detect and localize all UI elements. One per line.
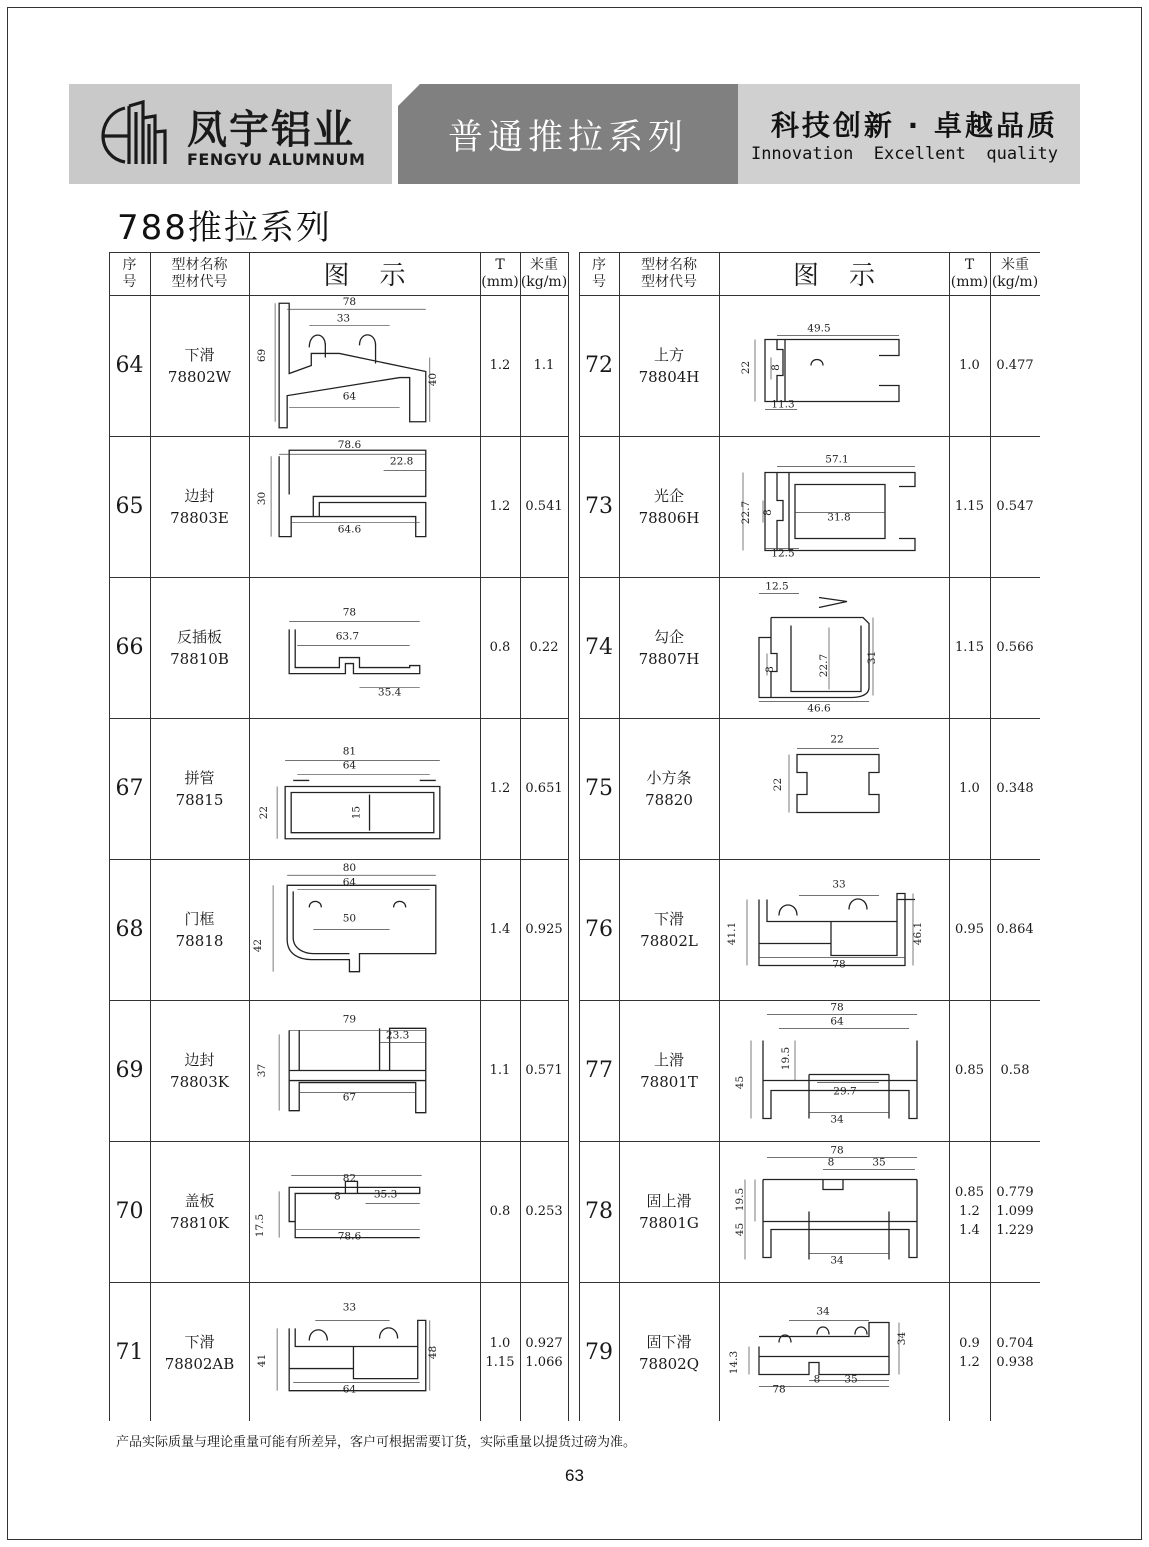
profile-drawing bbox=[719, 436, 949, 577]
profile-name: 门框 bbox=[184, 909, 215, 928]
dimension-label: 8 bbox=[334, 1190, 341, 1203]
dimension-label: 22 bbox=[830, 733, 844, 746]
dimension-label: 34 bbox=[816, 1305, 830, 1318]
thickness-cell bbox=[480, 1000, 520, 1141]
dimension-label: 35 bbox=[844, 1373, 858, 1386]
header-name-right bbox=[619, 252, 719, 295]
profile-section-svg bbox=[719, 718, 949, 859]
dimension-label: 82 bbox=[342, 1172, 357, 1185]
header-weight bbox=[520, 252, 568, 295]
thickness-cell bbox=[480, 577, 520, 718]
weight-cell bbox=[520, 1282, 568, 1423]
thickness-value: 1.2 bbox=[959, 1354, 980, 1370]
weight-value: 0.571 bbox=[525, 1063, 563, 1078]
profile-drawing bbox=[719, 577, 949, 718]
profile-name: 勾企 bbox=[653, 627, 684, 646]
thickness-value: 1.2 bbox=[489, 358, 511, 373]
header-name bbox=[150, 252, 249, 295]
dimension-lines bbox=[747, 894, 913, 966]
thickness-cell bbox=[480, 718, 520, 859]
profile-code: 78806H bbox=[638, 508, 700, 527]
header-weight-line2: (kg/m) bbox=[991, 273, 1039, 290]
thickness-value: 1.4 bbox=[489, 922, 511, 937]
thickness-value: 1.4 bbox=[959, 1223, 980, 1238]
weight-value: 0.864 bbox=[996, 922, 1034, 937]
header-seq bbox=[109, 252, 150, 295]
profile-outline bbox=[765, 340, 899, 402]
profile-name-cell bbox=[619, 1141, 719, 1282]
weight-value: 1.229 bbox=[996, 1223, 1034, 1238]
profile-section-svg bbox=[719, 1282, 949, 1423]
profile-drawing bbox=[719, 718, 949, 859]
profile-name-cell bbox=[619, 718, 719, 859]
profile-name-cell bbox=[150, 436, 249, 577]
dimension-label: 15 bbox=[350, 805, 363, 820]
dimension-label: 8 bbox=[813, 1373, 821, 1386]
profile-number: 67 bbox=[115, 776, 144, 801]
profile-name: 边封 bbox=[184, 486, 215, 505]
profile-number: 68 bbox=[115, 917, 144, 942]
thickness-cell bbox=[949, 1000, 990, 1141]
thickness-value: 1.2 bbox=[489, 781, 511, 796]
profile-number: 79 bbox=[585, 1340, 613, 1365]
profile-code: 78802W bbox=[167, 367, 232, 386]
weight-cell bbox=[990, 1141, 1040, 1282]
weight-cell bbox=[990, 1282, 1040, 1423]
dimension-label: 34 bbox=[830, 1113, 844, 1126]
thickness-value: 1.2 bbox=[489, 499, 511, 514]
dimension-label: 8 bbox=[762, 509, 774, 516]
header-name-line1: 型材名称 bbox=[641, 256, 697, 273]
dimension-label: 33 bbox=[832, 878, 846, 891]
profile-name-cell bbox=[150, 577, 249, 718]
thickness-cell bbox=[480, 1282, 520, 1423]
profile-number: 73 bbox=[585, 494, 613, 519]
profile-section-svg bbox=[719, 1000, 949, 1141]
thickness-value: 0.9 bbox=[959, 1335, 980, 1351]
profile-drawing bbox=[249, 1141, 480, 1282]
dimension-label: 45 bbox=[734, 1222, 746, 1237]
profile-outline bbox=[289, 1181, 420, 1237]
profile-code: 78810B bbox=[170, 649, 229, 668]
weight-cell bbox=[520, 577, 568, 718]
profile-outline bbox=[797, 755, 879, 813]
profile-number: 69 bbox=[115, 1058, 144, 1083]
dimension-label: 14.3 bbox=[728, 1350, 740, 1375]
profile-number: 65 bbox=[115, 494, 144, 519]
dimension-label: 49.5 bbox=[807, 322, 831, 335]
profile-code: 78803K bbox=[170, 1072, 229, 1091]
profile-outline bbox=[285, 780, 440, 838]
header-thickness-line2: (mm) bbox=[950, 273, 989, 290]
dimension-label: 11.3 bbox=[771, 398, 795, 411]
profile-outline bbox=[759, 894, 915, 966]
brand-name-cn: 凤宇铝业 bbox=[187, 107, 355, 153]
dimension-label: 35 bbox=[872, 1156, 886, 1169]
dimension-label: 22 bbox=[258, 805, 271, 820]
profile-code: 78804H bbox=[638, 367, 700, 386]
profile-outline bbox=[763, 1180, 917, 1260]
header-weight-line2: (kg/m) bbox=[520, 273, 568, 290]
profile-name: 下滑 bbox=[184, 1332, 215, 1351]
dimension-label: 41.1 bbox=[726, 921, 738, 946]
dimension-label: 46.1 bbox=[912, 921, 924, 946]
profile-drawing bbox=[249, 436, 480, 577]
dimension-label: 8 bbox=[770, 364, 782, 371]
dimension-label: 64 bbox=[342, 759, 357, 772]
profile-section-svg bbox=[249, 859, 480, 1000]
dimension-label: 42 bbox=[252, 938, 265, 953]
header-figure-right: 图示 bbox=[792, 261, 905, 291]
slogan-cn: 科技创新 · 卓越品质 bbox=[770, 109, 1058, 142]
weight-value: 0.253 bbox=[525, 1204, 563, 1219]
weight-value: 1.099 bbox=[996, 1204, 1034, 1219]
profile-name: 盖板 bbox=[184, 1191, 215, 1210]
thickness-cell bbox=[949, 436, 990, 577]
profile-drawing bbox=[719, 1000, 949, 1141]
weight-value: 0.348 bbox=[996, 781, 1034, 796]
profile-name: 反插板 bbox=[176, 627, 222, 646]
header-figure: 图示 bbox=[323, 261, 436, 291]
dimension-label: 23.3 bbox=[385, 1029, 410, 1042]
thickness-cell bbox=[480, 295, 520, 436]
profile-drawing bbox=[249, 577, 480, 718]
profile-name-cell bbox=[150, 295, 249, 436]
profile-name: 下滑 bbox=[653, 909, 684, 928]
profile-number: 70 bbox=[115, 1199, 144, 1224]
dimension-lines bbox=[749, 1321, 899, 1387]
dimension-label: 22.8 bbox=[389, 455, 414, 468]
dimension-label: 78 bbox=[830, 1001, 844, 1014]
banner-notch bbox=[392, 84, 420, 112]
thickness-value: 1.0 bbox=[959, 358, 980, 373]
dimension-label: 79 bbox=[342, 1013, 357, 1026]
profile-code: 78801G bbox=[639, 1213, 699, 1232]
header-name-line2: 型材代号 bbox=[171, 273, 228, 290]
profile-name: 下滑 bbox=[184, 345, 215, 364]
header-thickness-line1: T bbox=[495, 256, 505, 273]
dimension-lines bbox=[279, 1175, 422, 1237]
dimension-label: 78.6 bbox=[337, 439, 362, 452]
thickness-value: 1.15 bbox=[955, 499, 984, 514]
profile-outline bbox=[759, 598, 869, 698]
dimension-label: 64 bbox=[342, 390, 357, 403]
dimension-label: 12.5 bbox=[771, 547, 795, 560]
dimension-label: 19.5 bbox=[780, 1046, 792, 1071]
weight-value: 0.22 bbox=[529, 640, 559, 655]
page-number: 63 bbox=[565, 1466, 584, 1485]
dimension-label: 69 bbox=[256, 348, 269, 363]
weight-cell bbox=[990, 436, 1040, 577]
profile-code: 78820 bbox=[645, 790, 693, 809]
profile-name-cell bbox=[150, 718, 249, 859]
thickness-value: 1.1 bbox=[489, 1063, 511, 1078]
profile-name-cell bbox=[619, 1282, 719, 1423]
dimension-label: 78 bbox=[772, 1383, 786, 1396]
weight-footnote: 产品实际质量与理论重量可能有所差异，客户可根据需要订货，实际重量以提货过磅为准。 bbox=[116, 1435, 637, 1450]
profile-name-cell bbox=[150, 1141, 249, 1282]
header-thickness bbox=[480, 252, 520, 295]
weight-value: 1.1 bbox=[533, 358, 555, 373]
profile-drawing bbox=[249, 718, 480, 859]
profile-number: 76 bbox=[585, 917, 613, 942]
thickness-cell bbox=[480, 436, 520, 577]
weight-value: 0.541 bbox=[525, 499, 563, 514]
dimension-label: 12.5 bbox=[765, 580, 789, 593]
profile-code: 78815 bbox=[175, 790, 224, 809]
weight-cell bbox=[520, 859, 568, 1000]
profile-number: 72 bbox=[585, 353, 613, 378]
profile-name: 光企 bbox=[653, 486, 684, 505]
weight-cell bbox=[520, 1141, 568, 1282]
profile-section-svg bbox=[249, 1282, 480, 1423]
profile-section-svg bbox=[719, 295, 949, 436]
header-weight-right bbox=[990, 252, 1040, 295]
profile-outline bbox=[759, 1323, 889, 1375]
profile-name: 边封 bbox=[184, 1050, 215, 1069]
page-title: 788推拉系列 bbox=[117, 208, 332, 248]
profile-name: 拼管 bbox=[184, 768, 215, 787]
weight-value: 1.066 bbox=[525, 1354, 563, 1370]
profile-name-cell bbox=[619, 1000, 719, 1141]
dimension-label: 22 bbox=[772, 777, 784, 792]
weight-cell bbox=[990, 718, 1040, 859]
profile-number: 64 bbox=[115, 353, 144, 378]
dimension-lines bbox=[789, 749, 879, 813]
dimension-label: 30 bbox=[256, 491, 269, 506]
profile-number: 77 bbox=[585, 1058, 613, 1083]
dimension-label: 34 bbox=[830, 1254, 844, 1267]
dimension-label: 41 bbox=[256, 1353, 269, 1368]
weight-cell bbox=[990, 577, 1040, 718]
dimension-label: 33 bbox=[342, 1301, 357, 1314]
profile-section-svg bbox=[249, 1000, 480, 1141]
profile-number: 75 bbox=[585, 776, 613, 801]
brand-logo-block bbox=[69, 84, 392, 184]
header-weight-line1: 米重 bbox=[1001, 256, 1029, 273]
profile-section-svg bbox=[719, 577, 949, 718]
weight-cell bbox=[990, 295, 1040, 436]
dimension-label: 40 bbox=[426, 372, 439, 387]
weight-value: 0.925 bbox=[525, 922, 563, 937]
profile-drawing bbox=[719, 1282, 949, 1423]
header-seq-right bbox=[579, 252, 619, 295]
weight-cell bbox=[520, 436, 568, 577]
weight-value: 0.547 bbox=[996, 499, 1034, 514]
profile-drawing bbox=[719, 295, 949, 436]
profile-code: 78802AB bbox=[164, 1354, 235, 1373]
profile-code: 78818 bbox=[175, 931, 224, 950]
brand-logo-icon bbox=[99, 98, 171, 170]
brand-name-en: FENGYU ALUMNUM bbox=[187, 150, 366, 169]
profile-section-svg bbox=[249, 1141, 480, 1282]
weight-value: 0.938 bbox=[996, 1354, 1034, 1370]
dimension-label: 19.5 bbox=[734, 1187, 746, 1212]
dimension-label: 22.7 bbox=[818, 653, 830, 678]
dimension-label: 35.4 bbox=[377, 686, 402, 699]
profile-number: 78 bbox=[585, 1199, 613, 1224]
thickness-cell bbox=[949, 859, 990, 1000]
profile-outline bbox=[289, 1320, 426, 1390]
profile-drawing bbox=[249, 1282, 480, 1423]
profile-drawing bbox=[249, 1000, 480, 1141]
dimension-label: 37 bbox=[256, 1063, 269, 1078]
profile-section-svg bbox=[719, 859, 949, 1000]
dimension-label: 48 bbox=[426, 1345, 439, 1360]
profile-code: 78802Q bbox=[638, 1354, 699, 1373]
thickness-cell bbox=[949, 1282, 990, 1423]
profile-code: 78802L bbox=[640, 931, 698, 950]
header-name-line1: 型材名称 bbox=[171, 256, 228, 273]
thickness-value: 0.8 bbox=[489, 1204, 511, 1219]
header-thickness-line2: (mm) bbox=[481, 273, 519, 290]
dimension-label: 78 bbox=[832, 958, 846, 971]
thickness-value: 0.85 bbox=[955, 1185, 984, 1200]
thickness-value: 0.8 bbox=[489, 640, 511, 655]
header-seq-line2: 号 bbox=[592, 273, 606, 290]
slogan-en: Innovation Excellent quality bbox=[750, 144, 1058, 164]
dimension-label: 46.6 bbox=[807, 702, 831, 715]
weight-value: 0.566 bbox=[996, 640, 1034, 655]
dimension-label: 22.7 bbox=[740, 500, 752, 525]
thickness-cell bbox=[949, 718, 990, 859]
dimension-label: 64 bbox=[342, 876, 357, 889]
dimension-label: 80 bbox=[342, 862, 357, 875]
weight-cell bbox=[990, 859, 1040, 1000]
profile-code: 78810K bbox=[170, 1213, 229, 1232]
dimension-label: 45 bbox=[734, 1075, 746, 1090]
profile-outline bbox=[287, 885, 436, 971]
thickness-cell bbox=[949, 295, 990, 436]
series-banner bbox=[398, 84, 1080, 184]
thickness-value: 0.85 bbox=[955, 1063, 984, 1078]
dimension-label: 8 bbox=[827, 1156, 835, 1169]
profile-code: 78803E bbox=[170, 508, 229, 527]
dimension-label: 78.6 bbox=[337, 1230, 362, 1243]
dimension-lines bbox=[751, 1015, 917, 1119]
thickness-value: 1.2 bbox=[959, 1204, 980, 1219]
weight-value: 0.477 bbox=[996, 358, 1034, 373]
profile-code: 78801T bbox=[640, 1072, 698, 1091]
dimension-lines bbox=[277, 760, 440, 838]
profile-name: 上滑 bbox=[653, 1050, 684, 1069]
dimension-label: 78 bbox=[830, 1144, 844, 1157]
profile-name: 上方 bbox=[653, 345, 684, 364]
header-weight-line1: 米重 bbox=[530, 256, 558, 273]
profile-code: 78807H bbox=[638, 649, 700, 668]
profile-section-svg bbox=[249, 718, 480, 859]
weight-cell bbox=[520, 1000, 568, 1141]
profile-name-cell bbox=[619, 295, 719, 436]
thickness-value: 1.15 bbox=[485, 1354, 515, 1370]
header-name-line2: 型材代号 bbox=[641, 273, 697, 290]
dimension-label: 33 bbox=[336, 312, 351, 325]
profile-section-svg bbox=[249, 436, 480, 577]
profile-name: 小方条 bbox=[646, 768, 692, 787]
profile-number: 71 bbox=[115, 1340, 144, 1365]
profile-section-svg bbox=[719, 1141, 949, 1282]
dimension-label: 78 bbox=[342, 606, 357, 619]
profile-drawing bbox=[249, 295, 480, 436]
weight-value: 0.704 bbox=[996, 1335, 1034, 1351]
profile-number: 66 bbox=[115, 635, 144, 660]
dimension-label: 31 bbox=[866, 650, 878, 665]
dimension-label: 29.7 bbox=[833, 1085, 857, 1098]
weight-cell bbox=[990, 1000, 1040, 1141]
profile-section-svg bbox=[249, 577, 480, 718]
weight-cell bbox=[520, 718, 568, 859]
catalog-header bbox=[69, 84, 1080, 184]
weight-value: 0.779 bbox=[996, 1185, 1034, 1200]
dimension-lines bbox=[275, 303, 430, 422]
profile-drawing bbox=[249, 859, 480, 1000]
header-thickness-right bbox=[949, 252, 990, 295]
dimension-label: 31.8 bbox=[827, 511, 851, 524]
thickness-cell bbox=[480, 1141, 520, 1282]
profile-name-cell bbox=[150, 859, 249, 1000]
dimension-label: 50 bbox=[342, 912, 357, 925]
dimension-label: 64 bbox=[342, 1383, 357, 1396]
profile-name-cell bbox=[619, 436, 719, 577]
profile-name-cell bbox=[619, 577, 719, 718]
header-thickness-line1: T bbox=[964, 256, 975, 273]
thickness-value: 0.95 bbox=[955, 922, 984, 937]
dimension-label: 17.5 bbox=[254, 1213, 267, 1238]
profile-spec-table bbox=[109, 252, 1040, 1421]
dimension-label: 78 bbox=[342, 296, 357, 309]
dimension-label: 22 bbox=[740, 360, 752, 375]
thickness-value: 1.15 bbox=[955, 640, 984, 655]
profile-number: 74 bbox=[585, 635, 613, 660]
dimension-label: 64 bbox=[830, 1015, 844, 1028]
profile-drawing bbox=[719, 1141, 949, 1282]
weight-value: 0.651 bbox=[525, 781, 563, 796]
dimension-label: 35.3 bbox=[373, 1188, 398, 1201]
series-banner-title: 普通推拉系列 bbox=[448, 118, 689, 158]
profile-name-cell bbox=[150, 1282, 249, 1423]
thickness-cell bbox=[949, 1141, 990, 1282]
dimension-label: 34 bbox=[896, 1331, 908, 1346]
header-seq-line1: 序 bbox=[592, 256, 606, 273]
dimension-label: 57.1 bbox=[825, 453, 849, 466]
dimension-label: 63.7 bbox=[335, 630, 360, 643]
thickness-cell bbox=[480, 859, 520, 1000]
weight-cell bbox=[520, 295, 568, 436]
profile-name: 固下滑 bbox=[646, 1332, 692, 1351]
profile-drawing bbox=[719, 859, 949, 1000]
thickness-cell bbox=[949, 577, 990, 718]
header-seq-line2: 号 bbox=[122, 273, 137, 290]
dimension-label: 64.6 bbox=[337, 523, 362, 536]
profile-outline bbox=[279, 303, 426, 428]
dimension-label: 8 bbox=[764, 666, 776, 673]
profile-name-cell bbox=[150, 1000, 249, 1141]
weight-value: 0.58 bbox=[1000, 1063, 1030, 1078]
profile-section-svg bbox=[249, 295, 480, 436]
profile-section-svg bbox=[719, 436, 949, 577]
thickness-value: 1.0 bbox=[489, 1335, 511, 1351]
header-seq-line1: 序 bbox=[122, 256, 137, 273]
weight-value: 0.927 bbox=[525, 1335, 563, 1351]
profile-name-cell bbox=[619, 859, 719, 1000]
dimension-label: 81 bbox=[342, 745, 357, 758]
dimension-lines bbox=[759, 594, 873, 702]
dimension-label: 67 bbox=[342, 1091, 357, 1104]
thickness-value: 1.0 bbox=[959, 781, 980, 796]
slogan-block bbox=[738, 84, 1080, 184]
profile-name: 固上滑 bbox=[646, 1191, 692, 1210]
